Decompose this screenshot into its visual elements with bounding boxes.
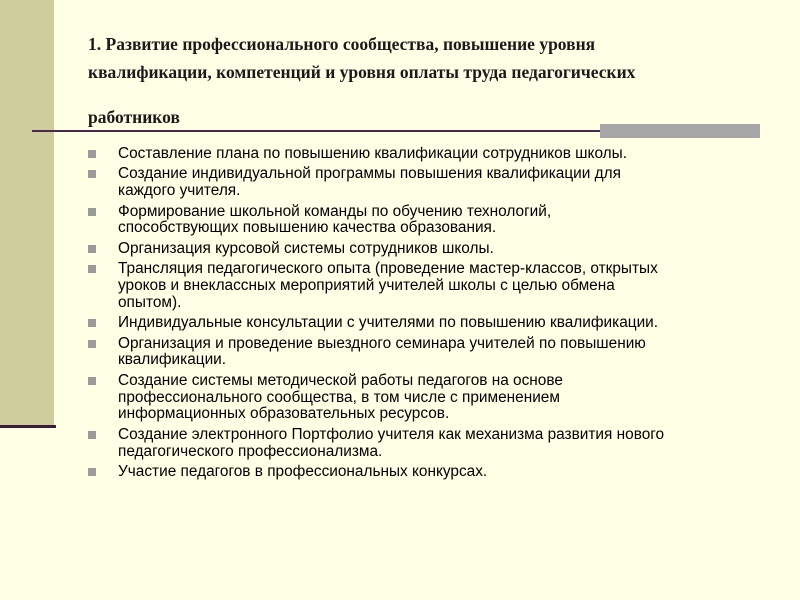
bullet-item [88, 241, 768, 258]
bullet-item [88, 204, 768, 238]
slide-title-line: 1. Развитие профессионального сообщества, повышение уровня [88, 34, 596, 54]
bullet-text-line: квалификации. [118, 351, 227, 369]
bullet-item [88, 427, 768, 461]
left-decorative-bar [0, 0, 54, 426]
slide-title-line: квалификации, компетенций и уровня оплаты труда педагогических [88, 62, 636, 82]
bullet-text-line: Трансляция педагогического опыта (проведение мастер-классов, открытых [118, 260, 658, 278]
bullet-text-line: Индивидуальные консультации с учителями по повышению квалификации. [118, 314, 659, 332]
square-bullet-icon [88, 265, 96, 273]
slide-title-line: работников [88, 107, 180, 127]
left-bar-underline [0, 425, 56, 428]
square-bullet-icon [88, 377, 96, 385]
bullet-text-line: Формирование школьной команды по обучению технологий, [118, 202, 552, 220]
square-bullet-icon [88, 340, 96, 348]
bullet-text-line: Организация и проведение выездного семинара учителей по повышению [118, 334, 646, 352]
bullet-text-line: каждого учителя. [118, 182, 241, 200]
bullet-text-line: Создание электронного Портфолио учителя как механизма развития нового [118, 425, 665, 443]
square-bullet-icon [88, 150, 96, 158]
bullet-text-line: Создание индивидуальной программы повышения квалификации для [118, 165, 621, 183]
bullet-text-line: способствующих повышению качества образования. [118, 219, 497, 237]
bullet-item [88, 146, 768, 163]
bullet-item [88, 261, 768, 311]
bullet-item [88, 464, 768, 481]
square-bullet-icon [88, 319, 96, 327]
bullet-text-line: Организация курсовой системы сотрудников школы. [118, 239, 494, 257]
bullet-list [88, 146, 768, 484]
bullet-item [88, 373, 768, 423]
bullet-item [88, 315, 768, 332]
square-bullet-icon [88, 468, 96, 476]
bullet-text-line: профессионального сообщества, в том числе с применением [118, 388, 560, 406]
bullet-item [88, 336, 768, 370]
bullet-text-line: информационных образовательных ресурсов. [118, 405, 450, 423]
slide-title [88, 30, 778, 131]
square-bullet-icon [88, 245, 96, 253]
bullet-text-line: Создание системы методической работы педагогов на основе [118, 371, 563, 389]
title-divider-accent [600, 124, 760, 138]
bullet-text-line: уроков и внеклассных мероприятий учителей школы с целью обмена [118, 276, 615, 294]
bullet-text-line: Составление плана по повышению квалификации сотрудников школы. [118, 145, 627, 162]
bullet-text-line: Участие педагогов в профессиональных конкурсах. [118, 462, 488, 480]
square-bullet-icon [88, 170, 96, 178]
bullet-item [88, 166, 768, 200]
bullet-text-line: опытом). [118, 293, 182, 311]
square-bullet-icon [88, 431, 96, 439]
square-bullet-icon [88, 208, 96, 216]
bullet-text-line: педагогического профессионализма. [118, 442, 383, 460]
